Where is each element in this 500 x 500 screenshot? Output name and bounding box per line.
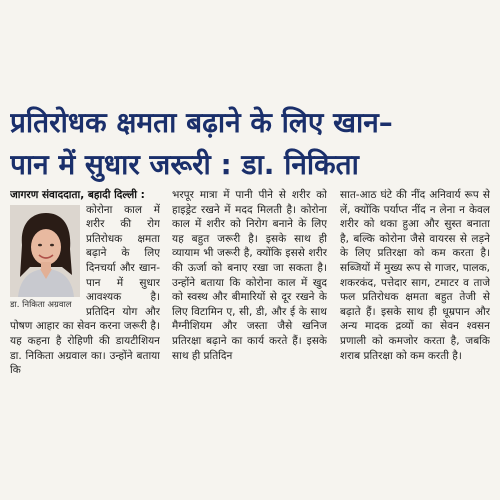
headline-line-2: पान में सुधार जरूरी : डा. निकिता xyxy=(10,148,359,181)
byline: जागरण संवाददाता, बहादी दिल्ली : xyxy=(10,189,145,201)
column-3-text: सात-आठ घंटे की नींद अनिवार्य रूप से लें, क्योंकि पर्याप्त नींद न लेना न केवल शरीर को थका हुआ और सुस्त बनाता है, बल्कि कोरोना जैसे वायरस से लड़ने के लिए प्रतिरक्षा को कम करता है। सब्जियों में मुख्य रूप से गाजर, पालक, शकरकंद, पत्तेदार साग, टमाटर व ताजे फल प्रतिरोधक क्षमता बहुत तेजी से बढ़ाते हैं। इसके साथ ही धूम्रपान और अन्य मादक द्रव्यों का सेवन श्वसन प्रणाली को कमजोर करता है, जबकि शराब प्रतिरक्षा को कम करती है। xyxy=(340,189,490,362)
headline-line-1: प्रतिरोधक क्षमता बढ़ाने के लिए खान– xyxy=(10,106,393,139)
photo-caption: डा. निकिता अग्रवाल xyxy=(10,299,72,310)
column-1 xyxy=(10,188,160,403)
headline xyxy=(10,102,490,186)
column-2-text: भरपूर मात्रा में पानी पीने से शरीर को हाइड्रेट रखने में मदद मिलती है। कोरोना काल में शरीर को निरोग बनाने के लिए यह बहुत जरूरी है। इसके साथ ही व्यायाम भी जरूरी है, क्योंकि इससे शरीर की ऊर्जा को बनाए रखा जा सकता है। उन्होंने बताया कि कोरोना काल में खुद को स्वस्थ और बीमारियों से दूर रखने के लिए विटामिन ए, सी, डी, और ई के साथ मैग्नीशियम और जस्ता जैसे खनिज प्रतिरक्षा बढ़ाने का कार्य करते हैं। इसके साथ ही प्रतिदिन xyxy=(172,189,327,362)
column-2 xyxy=(172,188,327,403)
column-1-text: कोरोना काल में शरीर की रोग प्रतिरोधक क्षमता बढ़ाने के लिए दिनचर्या और खान-पान में सुधार आवश्यक है। प्रतिदिन योग और पोषण आहार का सेवन करना जरूरी है। यह कहना है रोहिणी की डायटीशियन डा. निकिता अग्रवाल का। उन्होंने बताया कि xyxy=(10,203,160,377)
article-body xyxy=(10,188,490,398)
photo-block xyxy=(10,205,80,311)
byline-row xyxy=(10,188,160,203)
portrait-photo-icon xyxy=(10,205,80,297)
column-3 xyxy=(340,188,490,403)
